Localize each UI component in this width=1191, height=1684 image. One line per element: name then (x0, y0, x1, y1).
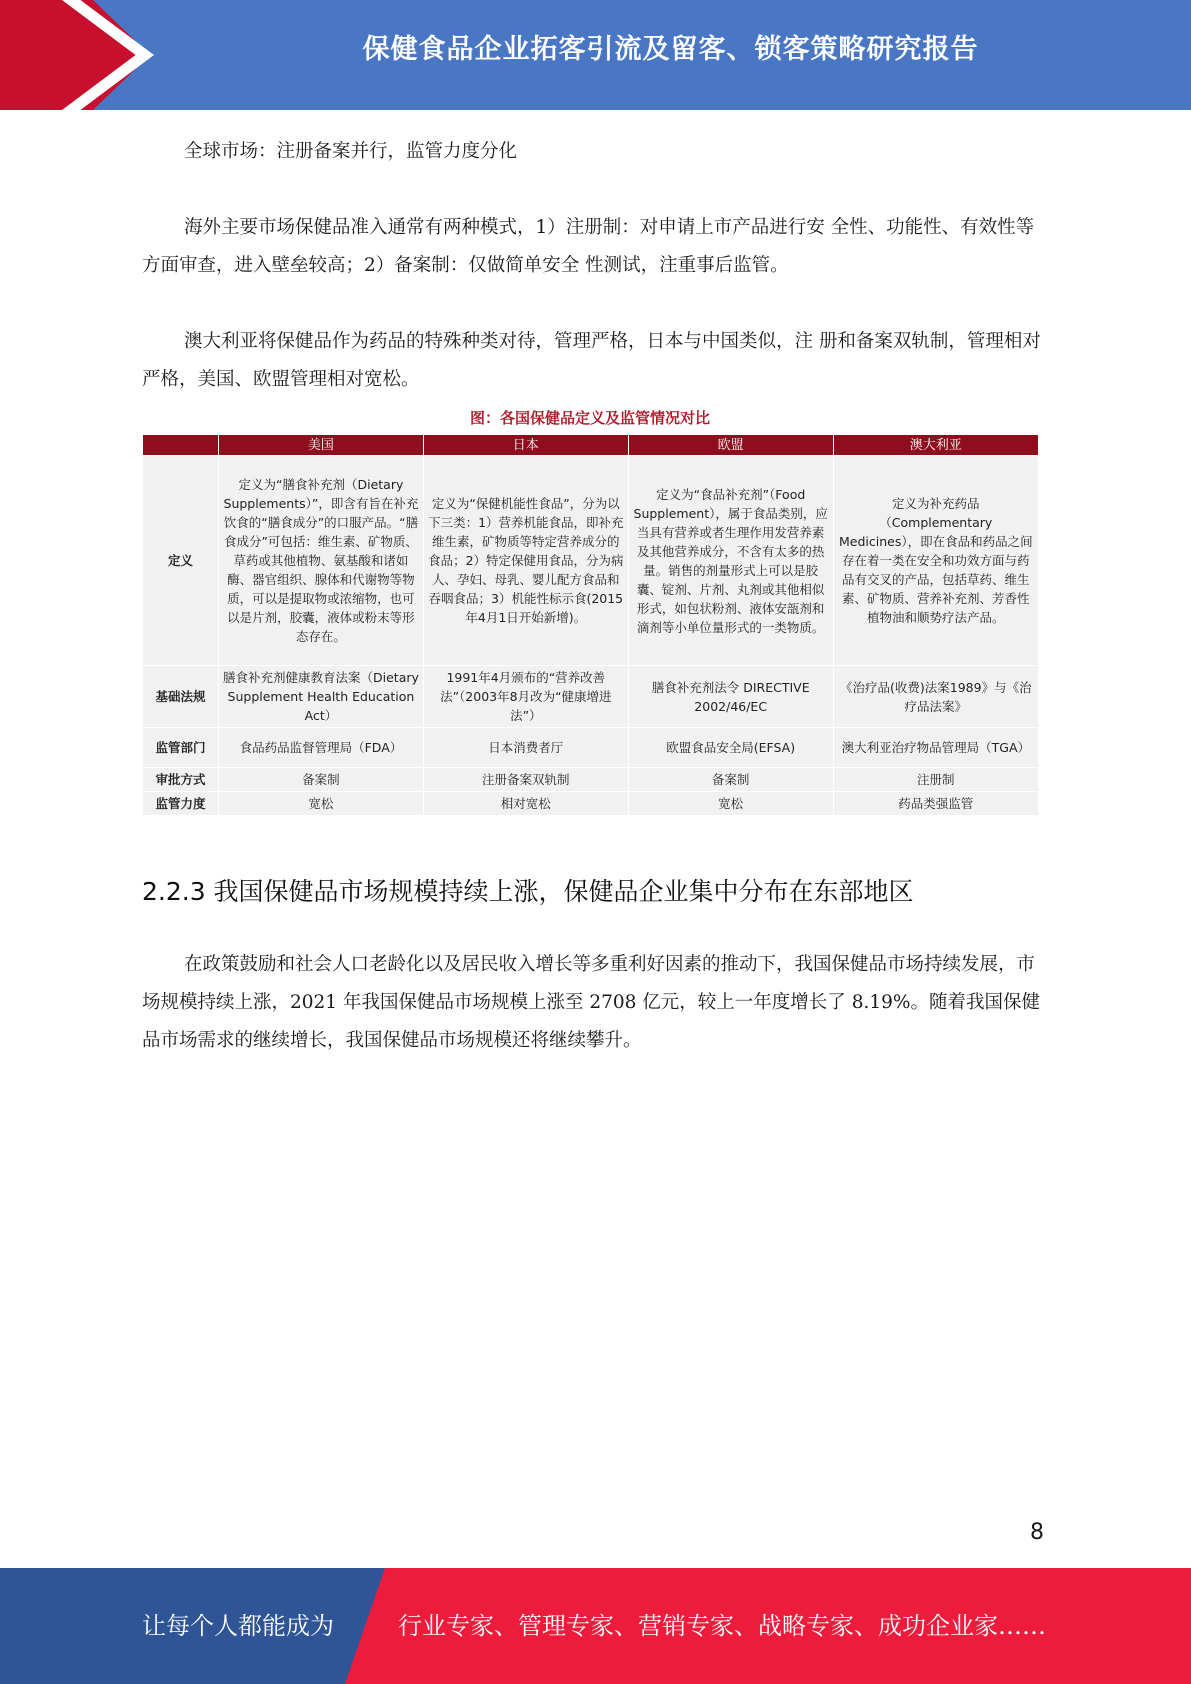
header-cell-japan: 日本 (423, 435, 628, 456)
table-cell: 注册制 (833, 768, 1038, 792)
table-cell: 定义为补充药品（Complementary Medicines），即在食品和药品之间存在着一类在安全和功效方面与药品有交叉的产品，包括草药、维生素、矿物质、营养补充剂、芳香性植物油和顺势疗法产品。 (833, 456, 1038, 666)
table-cell: 膳食补充剂健康教育法案（Dietary Supplement Health Education Act） (219, 666, 424, 728)
row-label: 定义 (143, 456, 219, 666)
table-cell: 备案制 (219, 768, 424, 792)
table-row-regulation (143, 666, 1039, 728)
comparison-table (142, 435, 1038, 815)
row-label: 审批方式 (143, 768, 219, 792)
section-heading: 2.2.3 我国保健品市场规模持续上涨，保健品企业集中分布在东部地区 (142, 877, 914, 906)
paragraph-3: 在政策鼓励和社会人口老龄化以及居民收入增长等多重利好因素的推动下，我国保健品市场持续发展，市场规模持续上涨，2021 年我国保健品市场规模上涨至 2708 亿元，较上一年度增长了 8.19%。随着我国保健品市场需求的继续增长，我国保健品市场规模还将继续攀升。 (142, 954, 1040, 1051)
table-cell: 药品类强监管 (833, 792, 1038, 816)
table-row-strength (143, 792, 1039, 816)
table-cell: 注册备案双轨制 (423, 768, 628, 792)
table-cell: 相对宽松 (423, 792, 628, 816)
table-cell: 宽松 (219, 792, 424, 816)
header-cell-usa: 美国 (219, 435, 424, 456)
page-footer (0, 1568, 1191, 1684)
row-label: 基础法规 (143, 666, 219, 728)
footer-slogan-right: 行业专家、管理专家、营销专家、战略专家、成功企业家…… (398, 1612, 1046, 1640)
table-cell: 澳大利亚治疗物品管理局（TGA） (833, 728, 1038, 768)
page-header (0, 0, 1191, 110)
table-cell: 日本消费者厅 (423, 728, 628, 768)
table-cell: 定义为“膳食补充剂（Dietary Supplements）”，即含有旨在补充饮食的“膳食成分”的口服产品。“膳食成分”可包括：维生素、矿物质、草药或其他植物、氨基酸和诸如酶、器官组织、腺体和代谢物等物质，可以是提取物或浓缩物，也可以是片剂，胶囊，液体或粉末等形态存在。 (219, 456, 424, 666)
report-title: 保健食品企业拓客引流及留客、锁客策略研究报告 (362, 34, 979, 65)
table-cell: 食品药品监督管理局（FDA） (219, 728, 424, 768)
paragraph-2: 澳大利亚将保健品作为药品的特殊种类对待，管理严格，日本与中国类似，注 册和备案双轨制，管理相对严格，美国、欧盟管理相对宽松。 (142, 331, 1041, 390)
table-cell: 定义为“食品补充剂”（Food Supplement），属于食品类别，应当具有营养或者生理作用发营养素及其他营养成分，不含有太多的热量。销售的剂量形式上可以是胶囊、锭剂、片剂、丸剂或其他相似形式，如包状粉剂、液体安瓿剂和滴剂等小单位量形式的一类物质。 (628, 456, 833, 666)
table-row-definition (143, 456, 1039, 666)
row-label: 监管部门 (143, 728, 219, 768)
table-cell: 欧盟食品安全局(EFSA) (628, 728, 833, 768)
table-cell: 宽松 (628, 792, 833, 816)
table-row-authority (143, 728, 1039, 768)
header-cell-blank (143, 435, 219, 456)
header-cell-australia: 澳大利亚 (833, 435, 1038, 456)
table-cell: 定义为“保健机能性食品”，分为以下三类：1）营养机能食品，即补充维生素，矿物质等特定营养成分的食品；2）特定保健用食品，分为病人、孕妇、母乳、婴儿配方食品和吞咽食品；3）机能性标示食(2015年4月1日开始新增)。 (423, 456, 628, 666)
page-number: 8 (1030, 1520, 1044, 1545)
table-row-approval (143, 768, 1039, 792)
footer-slogan-left: 让每个人都能成为 (142, 1612, 334, 1640)
row-label: 监管力度 (143, 792, 219, 816)
table-cell: 备案制 (628, 768, 833, 792)
table-cell: 《治疗品(收费)法案1989》与《治疗品法案》 (833, 666, 1038, 728)
intro-line: 全球市场：注册备案并行，监管力度分化 (184, 141, 518, 162)
paragraph-1: 海外主要市场保健品准入通常有两种模式，1）注册制：对申请上市产品进行安 全性、功能性、有效性等方面审查，进入壁垒较高；2）备案制：仅做简单安全 性测试，注重事后监管。 (142, 217, 1035, 276)
table-header-row (143, 435, 1039, 456)
table-cell: 1991年4月颁布的“营养改善法”（2003年8月改为“健康增进法”） (423, 666, 628, 728)
header-red-chevron (0, 0, 150, 110)
header-cell-eu: 欧盟 (628, 435, 833, 456)
figure-title: 图：各国保健品定义及监管情况对比 (469, 409, 710, 427)
table-cell: 膳食补充剂法令 DIRECTIVE 2002/46/EC (628, 666, 833, 728)
